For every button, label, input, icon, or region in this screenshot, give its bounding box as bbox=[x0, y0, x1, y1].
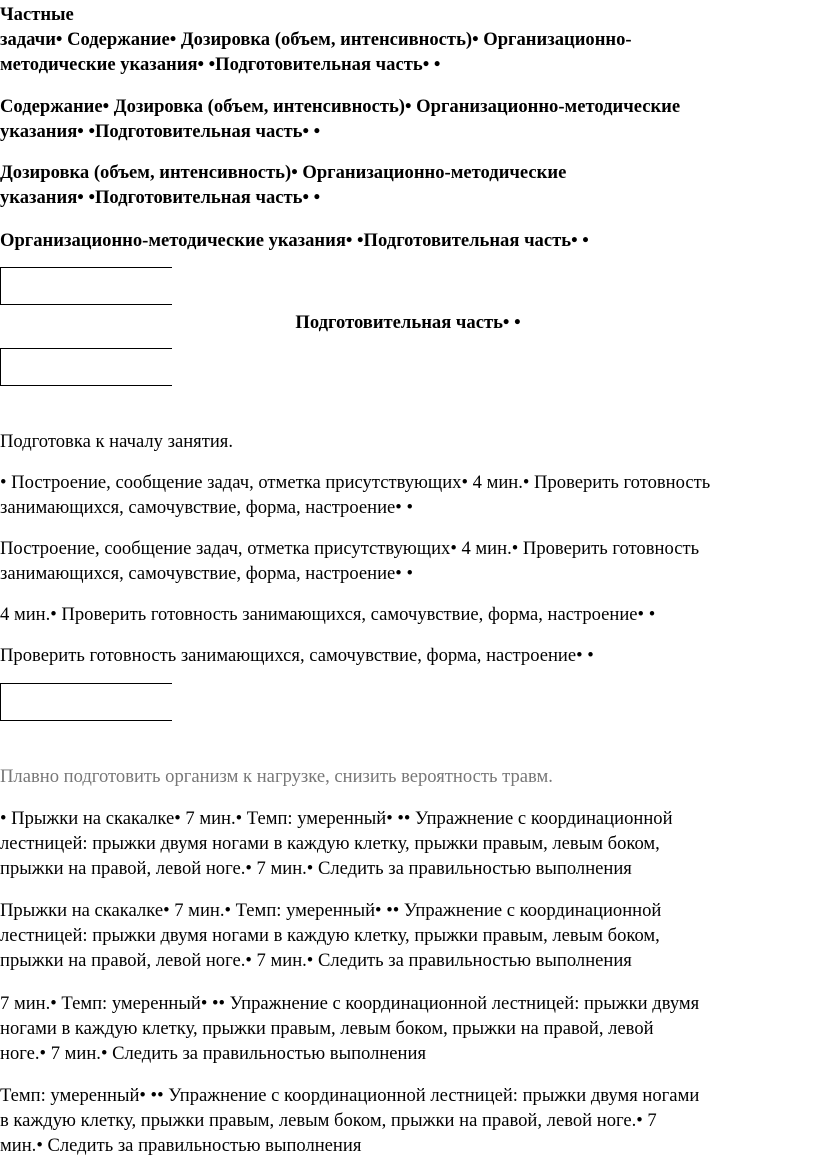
text-line: ноге.• 7 мин.• Следить за правильностью выполнения bbox=[0, 1043, 427, 1064]
text-line: в каждую клетку, прыжки правым, левым боком, прыжки на правой, левой ноге.• 7 bbox=[0, 1110, 657, 1131]
text-line: лестницей: прыжки двумя ногами в каждую клетку, прыжки правым, левым боком, bbox=[0, 925, 660, 946]
empty-table-cell bbox=[0, 267, 172, 305]
text-line: • Прыжки на скакалке• 7 мин.• Темп: умеренный• •• Упражнение с координационной bbox=[0, 808, 673, 829]
text-line: • Построение, сообщение задач, отметка присутствующих• 4 мин.• Проверить готовность bbox=[0, 472, 711, 493]
header-line: Частные bbox=[0, 4, 74, 25]
section-title: Подготовительная часть• • bbox=[295, 312, 521, 333]
prep-paragraph bbox=[0, 536, 699, 586]
warmup-paragraph bbox=[0, 991, 699, 1066]
text-line: прыжки на правой, левой ноге.• 7 мин.• Следить за правильностью выполнения bbox=[0, 858, 632, 879]
fragment-line: Организационно-методические указания• •Подготовительная часть• • bbox=[0, 230, 589, 251]
text-line: Построение, сообщение задач, отметка присутствующих• 4 мин.• Проверить готовность bbox=[0, 538, 700, 559]
fragment-line: указания• •Подготовительная часть• • bbox=[0, 187, 321, 208]
text-line: прыжки на правой, левой ноге.• 7 мин.• Следить за правильностью выполнения bbox=[0, 950, 632, 971]
fragment-line: Содержание• Дозировка (объем, интенсивность)• Организационно-методические bbox=[0, 96, 681, 117]
text-line: 7 мин.• Темп: умеренный• •• Упражнение с координационной лестницей: прыжки двумя bbox=[0, 993, 700, 1014]
header-line: методические указания• •Подготовительная часть• • bbox=[0, 54, 441, 75]
prep-paragraph bbox=[0, 643, 594, 668]
text-line: ногами в каждую клетку, прыжки правым, левым боком, прыжки на правой, левой bbox=[0, 1018, 654, 1039]
prep-title: Подготовка к началу занятия. bbox=[0, 431, 233, 452]
prep-paragraph bbox=[0, 470, 710, 520]
fragment-line: указания• •Подготовительная часть• • bbox=[0, 121, 321, 142]
text-line: Проверить готовность занимающихся, самочувствие, форма, настроение• • bbox=[0, 645, 594, 666]
empty-table-cell bbox=[0, 348, 172, 386]
fragment-line: Дозировка (объем, интенсивность)• Организационно-методические bbox=[0, 162, 567, 183]
warmup-paragraph bbox=[0, 806, 673, 881]
header-block bbox=[0, 2, 632, 77]
fragment-block bbox=[0, 94, 680, 144]
warmup-paragraph bbox=[0, 898, 661, 973]
empty-table-cell bbox=[0, 683, 172, 721]
warmup-paragraph bbox=[0, 1083, 699, 1158]
text-line: мин.• Следить за правильностью выполнения bbox=[0, 1135, 362, 1156]
text-line: лестницей: прыжки двумя ногами в каждую клетку, прыжки правым, левым боком, bbox=[0, 833, 660, 854]
text-line: занимающихся, самочувствие, форма, настроение• • bbox=[0, 497, 413, 518]
header-line: задачи• Содержание• Дозировка (объем, интенсивность)• Организационно- bbox=[0, 29, 632, 50]
text-line: Прыжки на скакалке• 7 мин.• Темп: умеренный• •• Упражнение с координационной bbox=[0, 900, 662, 921]
warmup-title: Плавно подготовить организм к нагрузке, снизить вероятность травм. bbox=[0, 766, 553, 787]
fragment-block bbox=[0, 160, 566, 210]
text-line: Темп: умеренный• •• Упражнение с координационной лестницей: прыжки двумя ногами bbox=[0, 1085, 700, 1106]
prep-paragraph bbox=[0, 602, 655, 627]
text-line: занимающихся, самочувствие, форма, настроение• • bbox=[0, 563, 413, 584]
fragment-block bbox=[0, 228, 589, 253]
text-line: 4 мин.• Проверить готовность занимающихся, самочувствие, форма, настроение• • bbox=[0, 604, 656, 625]
